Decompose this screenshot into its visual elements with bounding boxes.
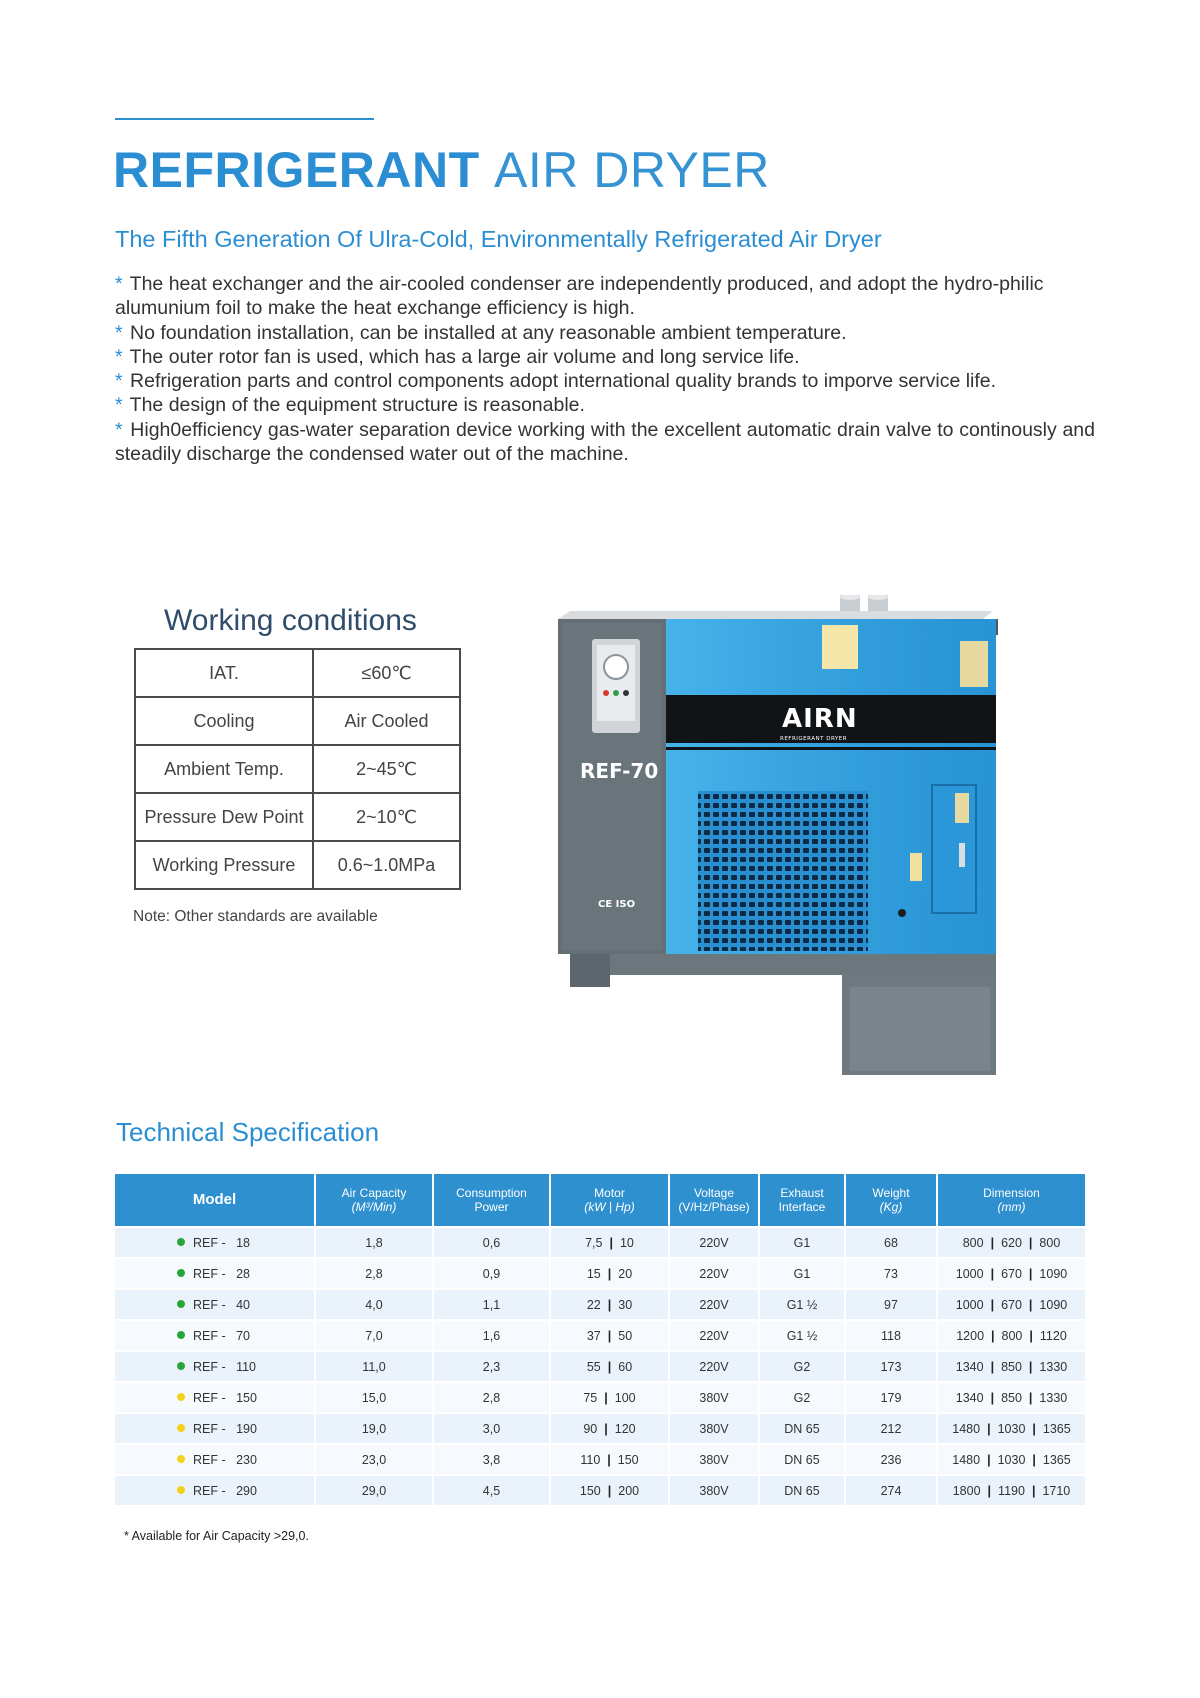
cell-air-capacity: 7,0 bbox=[316, 1319, 434, 1350]
cell-model bbox=[115, 1474, 316, 1505]
working-conditions-row bbox=[135, 793, 460, 841]
motor-kw: 7,5 bbox=[585, 1235, 603, 1250]
condition-value: 2~10℃ bbox=[313, 793, 460, 841]
cell-voltage: 220V bbox=[670, 1288, 760, 1319]
brand-sub-label: REFRIGERANT DRYER bbox=[780, 736, 848, 742]
spec-footnote: * Available for Air Capacity >29,0. bbox=[124, 1529, 309, 1543]
asterisk-icon: * bbox=[115, 394, 123, 417]
separator: | bbox=[609, 1235, 613, 1250]
cell-weight: 212 bbox=[846, 1412, 938, 1443]
dimension-length: 1340 bbox=[955, 1359, 984, 1374]
status-dot-icon bbox=[177, 1424, 185, 1432]
dimension-width: 800 bbox=[1001, 1328, 1023, 1343]
cell-dimension bbox=[938, 1381, 1085, 1412]
model-number: 40 bbox=[236, 1297, 250, 1312]
title-bold: REFRIGERANT bbox=[113, 142, 480, 198]
table-row bbox=[115, 1226, 1085, 1257]
feature-item bbox=[115, 369, 1095, 393]
cell-motor bbox=[551, 1474, 670, 1505]
motor-kw: 110 bbox=[580, 1452, 601, 1467]
status-dot-icon bbox=[177, 1238, 185, 1246]
motor-kw: 37 bbox=[586, 1328, 601, 1343]
dimension-width: 1030 bbox=[997, 1421, 1026, 1436]
spec-header-row bbox=[115, 1174, 1085, 1226]
model-prefix: REF - bbox=[193, 1235, 226, 1250]
cell-motor bbox=[551, 1226, 670, 1257]
separator: | bbox=[604, 1390, 608, 1405]
cell-weight: 274 bbox=[846, 1474, 938, 1505]
cell-weight: 118 bbox=[846, 1319, 938, 1350]
title-rule bbox=[115, 118, 374, 120]
working-conditions-note: Note: Other standards are available bbox=[133, 908, 378, 925]
cell-motor bbox=[551, 1412, 670, 1443]
dimension-height: 800 bbox=[1039, 1235, 1061, 1250]
dimension-width: 850 bbox=[1001, 1359, 1022, 1374]
cert-label: CE ISO bbox=[598, 899, 636, 910]
motor-hp: 60 bbox=[618, 1359, 633, 1374]
header-power-unit: Power bbox=[474, 1200, 509, 1214]
table-row bbox=[115, 1443, 1085, 1474]
cell-exhaust: G1 ½ bbox=[760, 1319, 846, 1350]
separator: | bbox=[1031, 1483, 1036, 1498]
dimension-height: 1710 bbox=[1042, 1483, 1071, 1498]
working-conditions-row bbox=[135, 745, 460, 793]
header-motor-unit: (kW | Hp) bbox=[584, 1200, 635, 1214]
sticker-shape bbox=[960, 641, 988, 687]
model-number: 290 bbox=[236, 1483, 257, 1498]
header-model: Model bbox=[115, 1174, 316, 1226]
spec-table bbox=[115, 1174, 1085, 1505]
electrical-box-shape bbox=[932, 785, 976, 913]
cell-air-capacity: 29,0 bbox=[316, 1474, 434, 1505]
cell-weight: 97 bbox=[846, 1288, 938, 1319]
table-row bbox=[115, 1474, 1085, 1505]
cell-weight: 173 bbox=[846, 1350, 938, 1381]
cell-model bbox=[115, 1226, 316, 1257]
motor-hp: 120 bbox=[614, 1421, 636, 1436]
feature-text: The outer rotor fan is used, which has a large air volume and long service life. bbox=[129, 345, 800, 368]
motor-kw: 55 bbox=[586, 1359, 601, 1374]
motor-kw: 22 bbox=[586, 1297, 601, 1312]
cell-voltage: 380V bbox=[670, 1412, 760, 1443]
spec-title: Technical Specification bbox=[116, 1117, 380, 1147]
cell-motor bbox=[551, 1381, 670, 1412]
cell-motor bbox=[551, 1319, 670, 1350]
header-voltage-unit: (V/Hz/Phase) bbox=[678, 1200, 750, 1214]
motor-hp: 20 bbox=[618, 1266, 633, 1281]
status-dot-icon bbox=[177, 1393, 185, 1401]
motor-kw: 15 bbox=[586, 1266, 601, 1281]
motor-hp: 100 bbox=[614, 1390, 636, 1405]
dimension-height: 1120 bbox=[1039, 1328, 1067, 1343]
model-prefix: REF - bbox=[193, 1266, 226, 1281]
table-row bbox=[115, 1319, 1085, 1350]
model-number: 190 bbox=[236, 1421, 257, 1436]
cell-motor bbox=[551, 1443, 670, 1474]
header-exhaust-unit: Interface bbox=[778, 1200, 826, 1214]
header-air-capacity bbox=[316, 1174, 434, 1226]
cell-air-capacity: 15,0 bbox=[316, 1381, 434, 1412]
cell-air-capacity: 11,0 bbox=[316, 1350, 434, 1381]
brand-logo: AIRN bbox=[782, 704, 858, 734]
cell-power: 3,8 bbox=[434, 1443, 551, 1474]
air-dryer-image bbox=[550, 595, 1040, 1085]
asterisk-icon: * bbox=[115, 418, 123, 441]
band-line-shape bbox=[666, 747, 996, 750]
separator: | bbox=[990, 1390, 995, 1405]
dimension-width: 670 bbox=[1001, 1266, 1022, 1281]
feature-item bbox=[115, 418, 1095, 467]
grille-shape bbox=[698, 791, 868, 951]
cell-exhaust: DN 65 bbox=[760, 1412, 846, 1443]
table-row bbox=[115, 1412, 1085, 1443]
model-label: REF-70 bbox=[580, 759, 659, 783]
working-conditions-row bbox=[135, 697, 460, 745]
cell-weight: 68 bbox=[846, 1226, 938, 1257]
separator: | bbox=[1028, 1359, 1033, 1374]
dimension-length: 800 bbox=[962, 1235, 984, 1250]
separator: | bbox=[604, 1421, 608, 1436]
motor-hp: 150 bbox=[617, 1452, 639, 1467]
condition-label: IAT. bbox=[135, 649, 313, 697]
page-subtitle: The Fifth Generation Of Ulra-Cold, Environmentally Refrigerated Air Dryer bbox=[115, 226, 882, 252]
cell-dimension bbox=[938, 1412, 1085, 1443]
model-prefix: REF - bbox=[193, 1390, 226, 1405]
model-number: 70 bbox=[236, 1328, 250, 1343]
cell-power: 2,3 bbox=[434, 1350, 551, 1381]
dimension-length: 1480 bbox=[952, 1421, 981, 1436]
cell-power: 0,6 bbox=[434, 1226, 551, 1257]
header-exhaust bbox=[760, 1174, 846, 1226]
separator: | bbox=[1029, 1328, 1033, 1343]
header-dimension-label: Dimension bbox=[983, 1186, 1040, 1200]
status-dot-icon bbox=[177, 1362, 185, 1370]
separator: | bbox=[607, 1359, 612, 1374]
condition-value: 2~45℃ bbox=[313, 745, 460, 793]
cell-model bbox=[115, 1443, 316, 1474]
dimension-length: 1800 bbox=[952, 1483, 981, 1498]
indicator-icon bbox=[623, 690, 629, 696]
asterisk-icon: * bbox=[115, 321, 123, 344]
cell-exhaust: DN 65 bbox=[760, 1474, 846, 1505]
motor-hp: 30 bbox=[618, 1297, 633, 1312]
dimension-length: 1340 bbox=[955, 1390, 984, 1405]
model-prefix: REF - bbox=[193, 1297, 226, 1312]
motor-kw: 90 bbox=[583, 1421, 598, 1436]
separator: | bbox=[607, 1297, 612, 1312]
cell-voltage: 380V bbox=[670, 1381, 760, 1412]
motor-kw: 150 bbox=[579, 1483, 601, 1498]
separator: | bbox=[991, 1328, 995, 1343]
table-row bbox=[115, 1288, 1085, 1319]
model-prefix: REF - bbox=[193, 1328, 226, 1343]
status-dot-icon bbox=[177, 1455, 185, 1463]
cell-voltage: 220V bbox=[670, 1257, 760, 1288]
working-conditions-row bbox=[135, 841, 460, 889]
separator: | bbox=[607, 1483, 612, 1498]
handle-shape bbox=[959, 843, 965, 867]
separator: | bbox=[1028, 1297, 1033, 1312]
dimension-width: 1030 bbox=[997, 1452, 1026, 1467]
cell-air-capacity: 19,0 bbox=[316, 1412, 434, 1443]
separator: | bbox=[987, 1452, 991, 1467]
model-prefix: REF - bbox=[193, 1452, 226, 1467]
separator: | bbox=[607, 1266, 612, 1281]
cell-voltage: 220V bbox=[670, 1226, 760, 1257]
separator: | bbox=[607, 1328, 612, 1343]
cell-dimension bbox=[938, 1350, 1085, 1381]
cell-power: 1,1 bbox=[434, 1288, 551, 1319]
cell-air-capacity: 2,8 bbox=[316, 1257, 434, 1288]
dimension-height: 1090 bbox=[1039, 1266, 1068, 1281]
dimension-height: 1330 bbox=[1039, 1390, 1068, 1405]
cell-motor bbox=[551, 1350, 670, 1381]
indicator-icon bbox=[613, 690, 619, 696]
working-conditions-title: Working conditions bbox=[164, 604, 417, 637]
feature-text: The design of the equipment structure is reasonable. bbox=[129, 394, 585, 417]
header-voltage bbox=[670, 1174, 760, 1226]
header-voltage-label: Voltage bbox=[693, 1186, 735, 1200]
feature-text: The heat exchanger and the air-cooled condenser are independently produced, and adopt the hydro-philic alumunium foil to make the heat exchange efficiency is high. bbox=[115, 273, 1044, 320]
cell-exhaust: DN 65 bbox=[760, 1443, 846, 1474]
header-weight bbox=[846, 1174, 938, 1226]
separator: | bbox=[990, 1359, 995, 1374]
asterisk-icon: * bbox=[115, 345, 123, 368]
cell-air-capacity: 1,8 bbox=[316, 1226, 434, 1257]
cell-model bbox=[115, 1257, 316, 1288]
cell-motor bbox=[551, 1257, 670, 1288]
table-row bbox=[115, 1381, 1085, 1412]
dimension-length: 1000 bbox=[955, 1266, 984, 1281]
header-motor-label: Motor bbox=[594, 1186, 625, 1200]
separator: | bbox=[607, 1452, 611, 1467]
cell-model bbox=[115, 1412, 316, 1443]
header-power-label: Consumption bbox=[456, 1186, 527, 1200]
header-power bbox=[434, 1174, 551, 1226]
cell-power: 3,0 bbox=[434, 1412, 551, 1443]
cell-exhaust: G2 bbox=[760, 1350, 846, 1381]
model-number: 18 bbox=[236, 1235, 250, 1250]
cell-model bbox=[115, 1350, 316, 1381]
cell-power: 4,5 bbox=[434, 1474, 551, 1505]
working-conditions-table bbox=[134, 648, 461, 890]
cell-power: 0,9 bbox=[434, 1257, 551, 1288]
separator: | bbox=[990, 1235, 995, 1250]
dimension-length: 1000 bbox=[955, 1297, 984, 1312]
sticker-shape bbox=[955, 793, 969, 823]
cell-exhaust: G1 bbox=[760, 1257, 846, 1288]
status-dot-icon bbox=[177, 1300, 185, 1308]
title-light: AIR DRYER bbox=[494, 142, 770, 198]
cell-air-capacity: 23,0 bbox=[316, 1443, 434, 1474]
condition-value: Air Cooled bbox=[313, 697, 460, 745]
motor-hp: 50 bbox=[618, 1328, 633, 1343]
header-dimension bbox=[938, 1174, 1085, 1226]
dimension-height: 1090 bbox=[1039, 1297, 1068, 1312]
motor-kw: 75 bbox=[583, 1390, 598, 1405]
separator: | bbox=[1032, 1452, 1036, 1467]
motor-hp: 10 bbox=[619, 1235, 634, 1250]
cell-dimension bbox=[938, 1288, 1085, 1319]
motor-hp: 200 bbox=[618, 1483, 640, 1498]
asterisk-icon: * bbox=[115, 273, 123, 295]
condition-label: Cooling bbox=[135, 697, 313, 745]
cell-dimension bbox=[938, 1443, 1085, 1474]
lid-shape bbox=[558, 611, 993, 619]
model-number: 150 bbox=[236, 1390, 257, 1405]
cell-power: 2,8 bbox=[434, 1381, 551, 1412]
feature-item bbox=[115, 321, 1095, 345]
separator: | bbox=[990, 1297, 995, 1312]
cell-air-capacity: 4,0 bbox=[316, 1288, 434, 1319]
separator: | bbox=[1028, 1266, 1033, 1281]
condition-value: 0.6~1.0MPa bbox=[313, 841, 460, 889]
cell-model bbox=[115, 1319, 316, 1350]
model-number: 110 bbox=[236, 1359, 256, 1374]
feature-text: Refrigeration parts and control components adopt international quality brands to imporve service life. bbox=[130, 370, 997, 393]
cell-voltage: 380V bbox=[670, 1443, 760, 1474]
dimension-width: 670 bbox=[1001, 1297, 1022, 1312]
header-dimension-unit: (mm) bbox=[997, 1200, 1026, 1214]
sticker-shape bbox=[822, 625, 858, 669]
condition-value: ≤60℃ bbox=[313, 649, 460, 697]
cell-power: 1,6 bbox=[434, 1319, 551, 1350]
status-dot-icon bbox=[177, 1269, 185, 1277]
feature-item bbox=[115, 272, 1095, 321]
header-air-capacity-unit: (M³/Min) bbox=[351, 1200, 397, 1214]
dimension-length: 1200 bbox=[956, 1328, 985, 1343]
model-prefix: REF - bbox=[193, 1421, 226, 1436]
header-motor bbox=[551, 1174, 670, 1226]
status-dot-icon bbox=[177, 1331, 185, 1339]
dimension-width: 1190 bbox=[998, 1483, 1025, 1498]
feature-text: No foundation installation, can be installed at any reasonable ambient temperature. bbox=[130, 321, 847, 344]
condition-label: Working Pressure bbox=[135, 841, 313, 889]
feature-item bbox=[115, 393, 1095, 417]
separator: | bbox=[1028, 1235, 1033, 1250]
table-row bbox=[115, 1350, 1085, 1381]
cell-weight: 179 bbox=[846, 1381, 938, 1412]
dimension-width: 850 bbox=[1001, 1390, 1022, 1405]
separator: | bbox=[987, 1483, 992, 1498]
dimension-width: 620 bbox=[1001, 1235, 1022, 1250]
feature-text: High0efficiency gas-water separation device working with the excellent automatic drain valve to continously and steadily discharge the condensed water out of the machine. bbox=[115, 418, 1095, 466]
feature-item bbox=[115, 345, 1095, 369]
cell-motor bbox=[551, 1288, 670, 1319]
header-exhaust-label: Exhaust bbox=[780, 1186, 824, 1200]
dimension-height: 1330 bbox=[1039, 1359, 1068, 1374]
base-leg-face-shape bbox=[850, 987, 990, 1071]
model-number: 28 bbox=[236, 1266, 250, 1281]
cell-exhaust: G2 bbox=[760, 1381, 846, 1412]
separator: | bbox=[1028, 1390, 1033, 1405]
dimension-height: 1365 bbox=[1042, 1452, 1071, 1467]
page-title bbox=[113, 140, 770, 200]
asterisk-icon: * bbox=[115, 370, 123, 393]
dimension-length: 1480 bbox=[952, 1452, 981, 1467]
header-air-capacity-label: Air Capacity bbox=[341, 1186, 407, 1200]
cell-dimension bbox=[938, 1226, 1085, 1257]
cell-dimension bbox=[938, 1257, 1085, 1288]
model-number: 230 bbox=[236, 1452, 257, 1467]
condition-label: Ambient Temp. bbox=[135, 745, 313, 793]
cell-dimension bbox=[938, 1474, 1085, 1505]
separator: | bbox=[990, 1266, 995, 1281]
model-prefix: REF - bbox=[193, 1483, 226, 1498]
table-row bbox=[115, 1257, 1085, 1288]
working-conditions-row bbox=[135, 649, 460, 697]
gauge-icon bbox=[604, 655, 628, 679]
sticker-shape bbox=[910, 853, 922, 881]
cell-voltage: 220V bbox=[670, 1350, 760, 1381]
model-prefix: REF - bbox=[193, 1359, 226, 1374]
cell-voltage: 380V bbox=[670, 1474, 760, 1505]
header-weight-unit: (Kg) bbox=[879, 1200, 903, 1214]
header-weight-label: Weight bbox=[872, 1186, 910, 1200]
cell-exhaust: G1 bbox=[760, 1226, 846, 1257]
cell-model bbox=[115, 1288, 316, 1319]
cell-weight: 73 bbox=[846, 1257, 938, 1288]
separator: | bbox=[1032, 1421, 1036, 1436]
feature-list bbox=[115, 272, 1095, 466]
separator: | bbox=[987, 1421, 991, 1436]
status-dot-icon bbox=[177, 1486, 185, 1494]
indicator-icon bbox=[603, 690, 609, 696]
base-front-shape bbox=[570, 954, 610, 987]
cell-exhaust: G1 ½ bbox=[760, 1288, 846, 1319]
drain-port-icon bbox=[898, 909, 906, 917]
dimension-height: 1365 bbox=[1042, 1421, 1071, 1436]
cell-weight: 236 bbox=[846, 1443, 938, 1474]
condition-label: Pressure Dew Point bbox=[135, 793, 313, 841]
cell-voltage: 220V bbox=[670, 1319, 760, 1350]
cell-model bbox=[115, 1381, 316, 1412]
cell-dimension bbox=[938, 1319, 1085, 1350]
